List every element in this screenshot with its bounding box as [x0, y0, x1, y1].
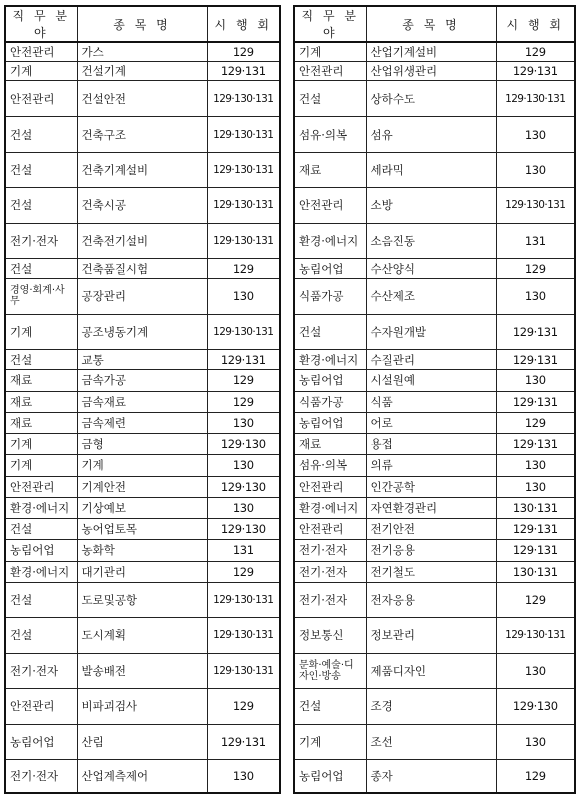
cell-item: 건축전기설비 — [77, 223, 207, 258]
cell-field: 환경·에너지 — [294, 223, 366, 258]
cell-field: 기계 — [5, 314, 77, 349]
table-row — [5, 653, 280, 688]
table-row — [294, 689, 575, 724]
cell-field: 식품가공 — [294, 279, 366, 314]
cell-item: 기상예보 — [77, 497, 207, 518]
cell-field: 경영·회계·사무 — [5, 279, 77, 314]
cell-item: 금속제련 — [77, 412, 207, 433]
cell-field: 건설 — [5, 188, 77, 223]
table-row — [294, 188, 575, 223]
cell-rounds: 129·130·131 — [496, 618, 575, 653]
cell-item: 용접 — [366, 434, 496, 455]
cell-item: 인간공학 — [366, 476, 496, 497]
cell-item: 건축구조 — [77, 117, 207, 152]
table-row — [294, 476, 575, 497]
exam-schedule-table-right — [293, 5, 576, 794]
cell-item: 비파괴검사 — [77, 689, 207, 724]
header-field: 직 무 분 야 — [5, 6, 77, 42]
cell-rounds: 129·131 — [496, 314, 575, 349]
cell-field: 건설 — [5, 350, 77, 370]
cell-item: 도로및공항 — [77, 582, 207, 617]
table-row — [294, 314, 575, 349]
cell-field: 재료 — [5, 391, 77, 412]
cell-field: 건설 — [294, 689, 366, 724]
cell-item: 기계안전 — [77, 476, 207, 497]
table-row — [294, 391, 575, 412]
cell-rounds: 130·131 — [496, 497, 575, 518]
cell-rounds: 129·130·131 — [496, 188, 575, 223]
cell-item: 전기응용 — [366, 540, 496, 561]
cell-item: 건축기계설비 — [77, 152, 207, 187]
cell-field: 안전관리 — [294, 61, 366, 80]
header-item: 종 목 명 — [366, 6, 496, 42]
cell-field: 전기·전자 — [5, 223, 77, 258]
cell-field: 건설 — [5, 117, 77, 152]
cell-rounds: 129·130 — [207, 519, 280, 540]
table-row — [5, 497, 280, 518]
table-row — [5, 476, 280, 497]
table-row — [294, 370, 575, 391]
cell-item: 대기관리 — [77, 561, 207, 582]
exam-schedule-table-left — [4, 5, 281, 794]
cell-item: 제품디자인 — [366, 653, 496, 688]
cell-field: 건설 — [5, 582, 77, 617]
table-row — [5, 540, 280, 561]
cell-rounds: 130 — [496, 279, 575, 314]
cell-rounds: 130 — [496, 455, 575, 476]
table-row — [294, 497, 575, 518]
cell-item: 전기철도 — [366, 561, 496, 582]
table-row — [294, 561, 575, 582]
table-row — [294, 412, 575, 433]
cell-item: 금형 — [77, 434, 207, 455]
cell-rounds: 130 — [496, 653, 575, 688]
cell-field: 농림어업 — [294, 259, 366, 279]
cell-rounds: 129·130 — [207, 476, 280, 497]
table-row — [5, 152, 280, 187]
cell-item: 전기안전 — [366, 519, 496, 540]
cell-field: 기계 — [5, 455, 77, 476]
cell-item: 건축시공 — [77, 188, 207, 223]
cell-item: 금속가공 — [77, 370, 207, 391]
cell-item: 농화학 — [77, 540, 207, 561]
cell-item: 산업위생관리 — [366, 61, 496, 80]
table-row — [5, 350, 280, 370]
table-row — [5, 259, 280, 279]
cell-field: 재료 — [294, 434, 366, 455]
cell-rounds: 130 — [496, 152, 575, 187]
table-row — [5, 117, 280, 152]
cell-field: 환경·에너지 — [294, 497, 366, 518]
cell-item: 산업계측제어 — [77, 759, 207, 793]
cell-rounds: 129 — [496, 759, 575, 793]
cell-item: 수산양식 — [366, 259, 496, 279]
cell-item: 건축품질시험 — [77, 259, 207, 279]
cell-field: 건설 — [294, 314, 366, 349]
table-row — [5, 759, 280, 793]
cell-field: 기계 — [294, 42, 366, 61]
cell-field: 건설 — [5, 618, 77, 653]
cell-item: 공장관리 — [77, 279, 207, 314]
table-header-row — [294, 6, 575, 42]
cell-rounds: 129·131 — [496, 519, 575, 540]
cell-field: 건설 — [5, 519, 77, 540]
cell-field: 환경·에너지 — [294, 350, 366, 370]
cell-rounds: 129·130·131 — [207, 618, 280, 653]
table-row — [294, 279, 575, 314]
table-body-right — [294, 42, 575, 793]
cell-rounds: 129 — [207, 259, 280, 279]
cell-field: 건설 — [5, 152, 77, 187]
cell-rounds: 129 — [207, 689, 280, 724]
cell-field: 재료 — [5, 412, 77, 433]
cell-rounds: 130 — [496, 117, 575, 152]
cell-item: 산업기계설비 — [366, 42, 496, 61]
cell-item: 식품 — [366, 391, 496, 412]
table-row — [294, 540, 575, 561]
cell-rounds: 129·130·131 — [207, 117, 280, 152]
cell-rounds: 129·131 — [496, 350, 575, 370]
cell-item: 조선 — [366, 724, 496, 759]
table-row — [5, 314, 280, 349]
table-row — [5, 42, 280, 61]
table-row — [294, 259, 575, 279]
cell-field: 전기·전자 — [5, 653, 77, 688]
table-row — [5, 188, 280, 223]
cell-field: 식품가공 — [294, 391, 366, 412]
cell-item: 세라믹 — [366, 152, 496, 187]
cell-item: 농어업토목 — [77, 519, 207, 540]
cell-item: 조경 — [366, 689, 496, 724]
table-row — [5, 455, 280, 476]
cell-rounds: 129·130·131 — [207, 653, 280, 688]
table-row — [294, 42, 575, 61]
cell-field: 환경·에너지 — [5, 497, 77, 518]
cell-rounds: 129·130 — [496, 689, 575, 724]
cell-rounds: 129 — [207, 561, 280, 582]
cell-rounds: 131 — [496, 223, 575, 258]
cell-rounds: 129·131 — [207, 724, 280, 759]
cell-item: 전자응용 — [366, 582, 496, 617]
cell-field: 안전관리 — [5, 689, 77, 724]
cell-field: 문화·예술·디자인·방송 — [294, 653, 366, 688]
cell-item: 의류 — [366, 455, 496, 476]
cell-rounds: 130 — [496, 724, 575, 759]
cell-rounds: 129·130·131 — [207, 188, 280, 223]
table-header-row — [5, 6, 280, 42]
cell-rounds: 129 — [496, 259, 575, 279]
cell-field: 건설 — [5, 259, 77, 279]
cell-rounds: 129·130·131 — [207, 223, 280, 258]
cell-rounds: 129·130 — [207, 434, 280, 455]
cell-item: 금속재료 — [77, 391, 207, 412]
table-row — [294, 519, 575, 540]
cell-item: 자연환경관리 — [366, 497, 496, 518]
header-rounds: 시 행 회 — [496, 6, 575, 42]
header-field: 직 무 분 야 — [294, 6, 366, 42]
table-row — [294, 434, 575, 455]
cell-rounds: 129·131 — [496, 434, 575, 455]
cell-field: 농림어업 — [294, 370, 366, 391]
cell-rounds: 129·130·131 — [207, 152, 280, 187]
cell-field: 기계 — [5, 61, 77, 80]
cell-item: 교통 — [77, 350, 207, 370]
table-row — [294, 653, 575, 688]
cell-field: 안전관리 — [5, 476, 77, 497]
cell-field: 정보통신 — [294, 618, 366, 653]
cell-rounds: 131 — [207, 540, 280, 561]
cell-field: 전기·전자 — [294, 582, 366, 617]
cell-rounds: 130 — [207, 455, 280, 476]
cell-rounds: 129·130·131 — [496, 80, 575, 116]
left-table-panel — [4, 5, 281, 794]
cell-item: 수산제조 — [366, 279, 496, 314]
cell-field: 전기·전자 — [294, 561, 366, 582]
cell-item: 종자 — [366, 759, 496, 793]
cell-field: 기계 — [5, 434, 77, 455]
cell-rounds: 129 — [496, 412, 575, 433]
table-row — [294, 618, 575, 653]
cell-field: 전기·전자 — [5, 759, 77, 793]
cell-item: 시설원예 — [366, 370, 496, 391]
cell-rounds: 129 — [496, 582, 575, 617]
cell-field: 농림어업 — [294, 412, 366, 433]
table-row — [5, 689, 280, 724]
table-row — [294, 724, 575, 759]
table-row — [5, 561, 280, 582]
table-row — [5, 412, 280, 433]
table-row — [294, 455, 575, 476]
cell-field: 기계 — [294, 724, 366, 759]
table-row — [294, 80, 575, 116]
right-table-panel — [293, 5, 576, 794]
table-body-left — [5, 42, 280, 793]
table-row — [294, 61, 575, 80]
table-row — [5, 80, 280, 116]
cell-rounds: 130 — [207, 412, 280, 433]
cell-field: 전기·전자 — [294, 540, 366, 561]
cell-rounds: 129·130·131 — [207, 314, 280, 349]
cell-rounds: 130 — [207, 497, 280, 518]
cell-field: 섬유·의복 — [294, 117, 366, 152]
table-row — [294, 759, 575, 793]
cell-field: 농림어업 — [294, 759, 366, 793]
cell-item: 수자원개발 — [366, 314, 496, 349]
cell-field: 재료 — [5, 370, 77, 391]
table-row — [5, 370, 280, 391]
cell-field: 안전관리 — [5, 42, 77, 61]
cell-item: 건설기계 — [77, 61, 207, 80]
cell-field: 안전관리 — [5, 80, 77, 116]
cell-rounds: 129 — [207, 370, 280, 391]
cell-item: 정보관리 — [366, 618, 496, 653]
cell-rounds: 129·131 — [496, 61, 575, 80]
table-row — [294, 582, 575, 617]
cell-rounds: 129 — [207, 391, 280, 412]
cell-rounds: 129·131 — [496, 391, 575, 412]
cell-item: 건설안전 — [77, 80, 207, 116]
cell-rounds: 129·130·131 — [207, 582, 280, 617]
cell-rounds: 129·131 — [207, 61, 280, 80]
table-row — [5, 724, 280, 759]
cell-rounds: 130 — [207, 759, 280, 793]
cell-rounds: 129 — [207, 42, 280, 61]
header-rounds: 시 행 회 — [207, 6, 280, 42]
cell-rounds: 130·131 — [496, 561, 575, 582]
cell-field: 안전관리 — [294, 188, 366, 223]
table-row — [5, 223, 280, 258]
cell-item: 소음진동 — [366, 223, 496, 258]
cell-item: 도시계획 — [77, 618, 207, 653]
header-item: 종 목 명 — [77, 6, 207, 42]
table-row — [5, 519, 280, 540]
table-row — [5, 61, 280, 80]
table-row — [294, 152, 575, 187]
cell-field: 안전관리 — [294, 519, 366, 540]
cell-field: 환경·에너지 — [5, 561, 77, 582]
table-row — [294, 350, 575, 370]
cell-item: 어로 — [366, 412, 496, 433]
cell-rounds: 129·131 — [207, 350, 280, 370]
table-row — [5, 391, 280, 412]
cell-item: 발송배전 — [77, 653, 207, 688]
cell-rounds: 130 — [496, 370, 575, 391]
cell-rounds: 129·130·131 — [207, 80, 280, 116]
cell-rounds: 129·131 — [496, 540, 575, 561]
cell-field: 섬유·의복 — [294, 455, 366, 476]
cell-item: 가스 — [77, 42, 207, 61]
table-row — [5, 279, 280, 314]
cell-item: 섬유 — [366, 117, 496, 152]
cell-item: 기계 — [77, 455, 207, 476]
cell-item: 소방 — [366, 188, 496, 223]
table-row — [294, 117, 575, 152]
cell-field: 농림어업 — [5, 540, 77, 561]
cell-rounds: 130 — [496, 476, 575, 497]
cell-item: 공조냉동기계 — [77, 314, 207, 349]
cell-item: 수질관리 — [366, 350, 496, 370]
table-row — [5, 582, 280, 617]
cell-field: 안전관리 — [294, 476, 366, 497]
cell-field: 농림어업 — [5, 724, 77, 759]
cell-item: 산림 — [77, 724, 207, 759]
cell-field: 건설 — [294, 80, 366, 116]
table-row — [5, 434, 280, 455]
table-row — [5, 618, 280, 653]
cell-rounds: 129 — [496, 42, 575, 61]
cell-item: 상하수도 — [366, 80, 496, 116]
cell-rounds: 130 — [207, 279, 280, 314]
table-row — [294, 223, 575, 258]
cell-field: 재료 — [294, 152, 366, 187]
